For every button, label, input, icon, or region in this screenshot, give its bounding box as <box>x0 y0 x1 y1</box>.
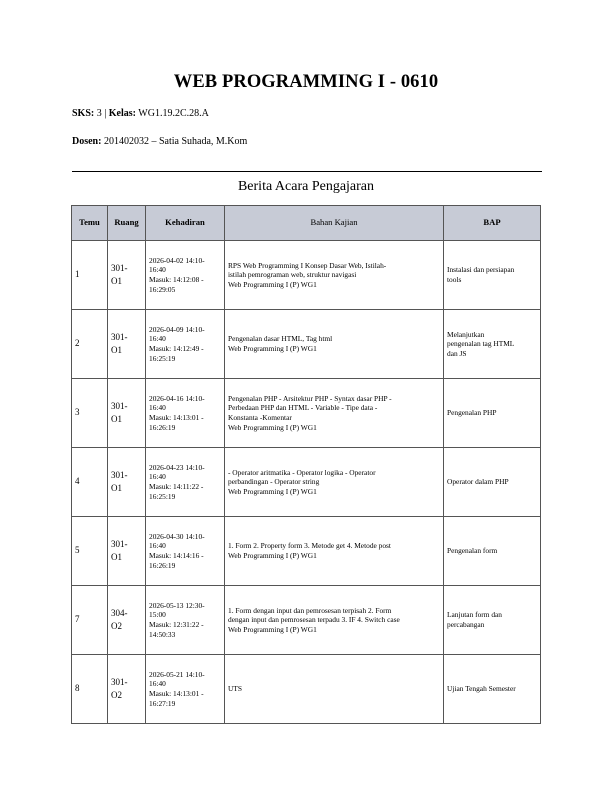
section-title: Berita Acara Pengajaran <box>237 179 375 194</box>
table-row <box>72 241 541 310</box>
table-row <box>72 379 541 448</box>
bap-line: Melanjutkan <box>447 329 485 339</box>
sks-value: 3 <box>96 108 102 119</box>
teaching-record-table <box>71 205 541 724</box>
cell-ruang <box>108 517 146 586</box>
ruang-line: 301- <box>111 538 128 549</box>
cell-bahan-kajian <box>225 655 444 724</box>
header-temu: Temu <box>72 206 108 241</box>
bap-line: percabangan <box>447 620 485 629</box>
cell-ruang <box>108 310 146 379</box>
table-row <box>72 448 541 517</box>
kehadiran-line: 16:26:19 <box>149 422 176 432</box>
bap-line: tools <box>447 275 462 284</box>
ruang-line: O1 <box>111 483 122 493</box>
ruang-line: O1 <box>111 345 122 355</box>
horizontal-divider <box>72 171 542 172</box>
cell-kehadiran <box>146 448 225 517</box>
bahan-line: Web Programming I (P) WG1 <box>228 422 317 432</box>
kehadiran-line: Masuk: 14:11:22 - <box>149 482 204 491</box>
kehadiran-line: 16:29:05 <box>149 284 176 294</box>
bap-line: Lanjutan form dan <box>447 610 503 620</box>
bahan-line: 1. Form dengan input dan pemrosesan terpisah 2. Form <box>228 605 392 615</box>
cell-bap <box>444 517 541 586</box>
separator: | <box>104 108 107 119</box>
cell-bahan-kajian <box>225 379 444 448</box>
bap-line: dan JS <box>447 348 467 358</box>
cell-temu: 1 <box>72 241 108 310</box>
ruang-line: O1 <box>111 552 122 562</box>
cell-temu: 8 <box>72 655 108 724</box>
cell-bap <box>444 241 541 310</box>
kehadiran-line: Masuk: 14:12:49 - <box>149 344 204 353</box>
cell-kehadiran <box>146 241 225 310</box>
ruang-line: O2 <box>111 621 122 631</box>
kehadiran-line: 2026-04-02 14:10- <box>149 255 205 265</box>
table-row <box>72 655 541 724</box>
bahan-line: Web Programming I (P) WG1 <box>228 279 317 289</box>
course-info-line <box>72 108 209 119</box>
cell-ruang <box>108 379 146 448</box>
cell-temu: 2 <box>72 310 108 379</box>
bahan-line: Konstanta -Komentar <box>228 413 292 422</box>
bahan-line: Web Programming I (P) WG1 <box>228 344 317 353</box>
cell-temu: 3 <box>72 379 108 448</box>
cell-kehadiran <box>146 586 225 655</box>
course-title: WEB PROGRAMMING I - 0610 <box>173 72 439 92</box>
table-row <box>72 586 541 655</box>
cell-kehadiran <box>146 310 225 379</box>
kehadiran-line: 16:40 <box>149 265 166 275</box>
bap-line: pengenalan tag HTML <box>447 339 515 349</box>
cell-bap <box>444 448 541 517</box>
bahan-line: UTS <box>228 684 242 694</box>
kehadiran-line: 16:40 <box>149 679 166 689</box>
cell-temu: 7 <box>72 586 108 655</box>
cell-bahan-kajian <box>225 310 444 379</box>
kehadiran-line: 2026-05-21 14:10- <box>149 669 205 679</box>
ruang-line: 301- <box>111 676 128 687</box>
bahan-line: perbandingan - Operator string <box>228 477 320 487</box>
header-ruang: Ruang <box>108 206 146 241</box>
kehadiran-line: 16:40 <box>149 472 166 482</box>
cell-bahan-kajian <box>225 517 444 586</box>
kehadiran-line: 16:40 <box>149 541 166 551</box>
ruang-line: 301- <box>111 469 128 480</box>
ruang-line: O2 <box>111 690 122 700</box>
kelas-value: WG1.19.2C.28.A <box>138 108 209 119</box>
header-bahan-kajian: Bahan Kajian <box>225 206 444 241</box>
cell-kehadiran <box>146 379 225 448</box>
table-header-row <box>72 206 541 241</box>
ruang-line: 301- <box>111 262 128 273</box>
bahan-line: istilah pemrograman web, struktur navigasi <box>228 270 357 280</box>
kehadiran-line: 16:25:19 <box>149 491 176 501</box>
bahan-line: Web Programming I (P) WG1 <box>228 551 317 560</box>
bap-line: Operator dalam PHP <box>447 477 509 487</box>
kehadiran-line: 16:40 <box>149 403 166 413</box>
table-row <box>72 310 541 379</box>
ruang-line: 301- <box>111 400 128 411</box>
cell-bahan-kajian <box>225 586 444 655</box>
kehadiran-line: 16:25:19 <box>149 353 176 363</box>
cell-bahan-kajian <box>225 448 444 517</box>
bahan-line: - Operator aritmatika - Operator logika - Operator <box>228 467 376 477</box>
ruang-line: 301- <box>111 331 128 342</box>
kehadiran-line: Masuk: 14:14:16 - <box>149 551 204 560</box>
bap-line: Instalasi dan persiapan <box>447 265 515 275</box>
kehadiran-line: 2026-05-13 12:30- <box>149 600 205 610</box>
kehadiran-line: 14:50:33 <box>149 629 176 639</box>
bap-line: Pengenalan form <box>447 546 498 556</box>
cell-temu: 4 <box>72 448 108 517</box>
kelas-label: Kelas: <box>108 108 136 119</box>
kehadiran-line: 16:26:19 <box>149 560 176 570</box>
kehadiran-line: Masuk: 14:13:01 - <box>149 413 204 422</box>
cell-ruang <box>108 655 146 724</box>
cell-kehadiran <box>146 517 225 586</box>
cell-bap <box>444 310 541 379</box>
kehadiran-line: 15:00 <box>149 610 166 620</box>
cell-kehadiran <box>146 655 225 724</box>
header-bap: BAP <box>444 206 541 241</box>
kehadiran-line: 16:27:19 <box>149 698 176 708</box>
bahan-line: RPS Web Programming I Konsep Dasar Web, Istilah- <box>228 260 387 270</box>
kehadiran-line: 2026-04-30 14:10- <box>149 531 205 541</box>
ruang-line: O1 <box>111 276 122 286</box>
cell-bap <box>444 379 541 448</box>
bap-line: Ujian Tengah Semester <box>447 684 516 694</box>
cell-ruang <box>108 241 146 310</box>
bap-line: Pengenalan PHP <box>447 408 497 418</box>
cell-bap <box>444 655 541 724</box>
kehadiran-line: 16:40 <box>149 334 166 344</box>
bahan-line: Pengenalan PHP - Arsitektur PHP - Syntax dasar PHP - <box>228 393 392 403</box>
bahan-line: Pengenalan dasar HTML, Tag html <box>228 334 333 344</box>
cell-bahan-kajian <box>225 241 444 310</box>
kehadiran-line: 2026-04-16 14:10- <box>149 393 205 403</box>
cell-ruang <box>108 586 146 655</box>
kehadiran-line: 2026-04-09 14:10- <box>149 324 205 334</box>
kehadiran-line: Masuk: 12:31:22 - <box>149 620 204 629</box>
kehadiran-line: Masuk: 14:13:01 - <box>149 689 204 698</box>
sks-label: SKS: <box>72 108 95 119</box>
kehadiran-line: Masuk: 14:12:08 - <box>149 275 204 284</box>
table-row <box>72 517 541 586</box>
cell-bap <box>444 586 541 655</box>
dosen-value: 201402032 – Satia Suhada, M.Kom <box>103 136 248 147</box>
lecturer-line <box>72 136 247 147</box>
bahan-line: 1. Form 2. Property form 3. Metode get 4. Metode post <box>228 541 391 551</box>
bahan-line: Web Programming I (P) WG1 <box>228 624 317 634</box>
ruang-line: 304- <box>111 607 128 618</box>
header-kehadiran: Kehadiran <box>146 206 225 241</box>
ruang-line: O1 <box>111 414 122 424</box>
cell-temu: 5 <box>72 517 108 586</box>
bahan-line: Perbedaan PHP dan HTML - Variable - Tipe data - <box>228 403 378 413</box>
cell-ruang <box>108 448 146 517</box>
dosen-label: Dosen: <box>72 136 102 147</box>
bahan-line: dengan input dan pemrosesan terpadu 3. IF 4. Switch case <box>228 615 400 625</box>
bahan-line: Web Programming I (P) WG1 <box>228 486 317 496</box>
kehadiran-line: 2026-04-23 14:10- <box>149 462 205 472</box>
